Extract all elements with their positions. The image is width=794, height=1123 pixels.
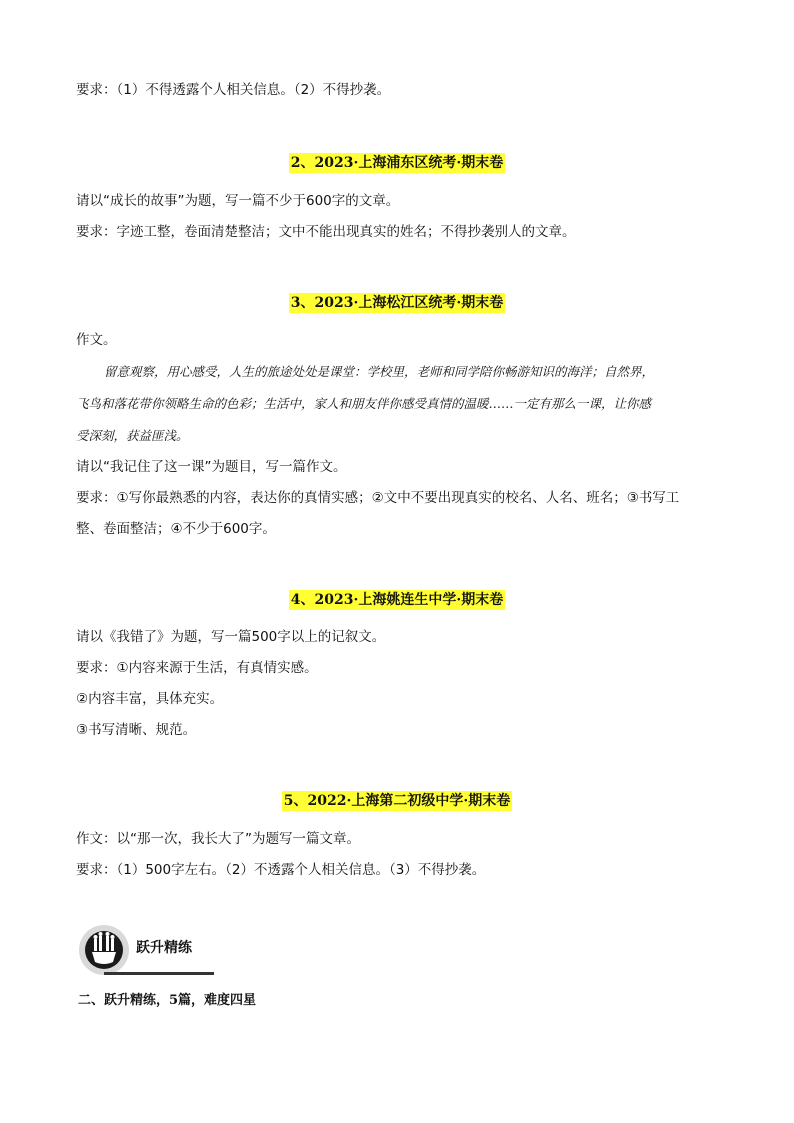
- banner-title: 跃升精练: [136, 940, 192, 956]
- section-3-heading: 3、2023·上海松江区统考·期末卷: [290, 295, 504, 311]
- section-2-heading-wrap: [0, 152, 794, 173]
- section-4-heading: 4、2023·上海姚连生中学·期末卷: [290, 592, 504, 608]
- top-requirement: 要求：（1）不得透露个人相关信息。（2）不得抄袭。: [76, 82, 391, 98]
- section-2-prompt: 请以“成长的故事”为题，写一篇不少于600字的文章。: [76, 193, 400, 209]
- section-4-heading-wrap: [0, 589, 794, 610]
- section-3-requirement-line-1: 要求：①写你最熟悉的内容，表达你的真情实感；②文中不要出现真实的校名、人名、班名；③书写工: [76, 490, 680, 506]
- section-4-requirement: 要求：①内容来源于生活，有真情实感。: [76, 660, 318, 676]
- section-5-requirement: 要求：（1）500字左右。（2）不透露个人相关信息。（3）不得抄袭。: [76, 862, 486, 878]
- section-5-heading: 5、2022·上海第二初级中学·期末卷: [283, 793, 511, 809]
- section-2-requirement: 要求：字迹工整，卷面清楚整洁；文中不能出现真实的姓名；不得抄袭别人的文章。: [76, 224, 576, 240]
- section-banner: [78, 924, 214, 976]
- section-3-intro: 作文。: [76, 332, 117, 348]
- section-3-quote-line-3: 受深刻，获益匪浅。: [76, 428, 189, 443]
- section-5-heading-wrap: [0, 790, 794, 811]
- section-4-prompt: 请以《我错了》为题，写一篇500字以上的记叙文。: [76, 629, 386, 645]
- section-3-prompt: 请以“我记住了这一课”为题目，写一篇作文。: [76, 459, 347, 475]
- section-4-requirement-2: ②内容丰富，具体充实。: [76, 691, 224, 707]
- section-3-quote-line-1: 留意观察，用心感受，人生的旅途处处是课堂：学校里，老师和同学陪你畅游知识的海洋；自然界，: [104, 364, 655, 379]
- section-4-requirement-3: ③书写清晰、规范。: [76, 722, 197, 738]
- section-2-heading: 2、2023·上海浦东区统考·期末卷: [290, 155, 504, 171]
- section-3-requirement-line-2: 整、卷面整洁；④不少于600字。: [76, 521, 276, 537]
- section-3-quote-line-2: 飞鸟和落花带你领略生命的色彩；生活中，家人和朋友伴你感受真情的温暖……一定有那么一课，让你感: [76, 396, 652, 411]
- section-3-heading-wrap: [0, 292, 794, 313]
- section-5-prompt: 作文：以“那一次，我长大了”为题写一篇文章。: [76, 831, 360, 847]
- section-label: 二、跃升精练，5篇，难度四星: [78, 993, 257, 1008]
- crown-badge-icon: [78, 924, 130, 976]
- banner-underline: [104, 972, 214, 975]
